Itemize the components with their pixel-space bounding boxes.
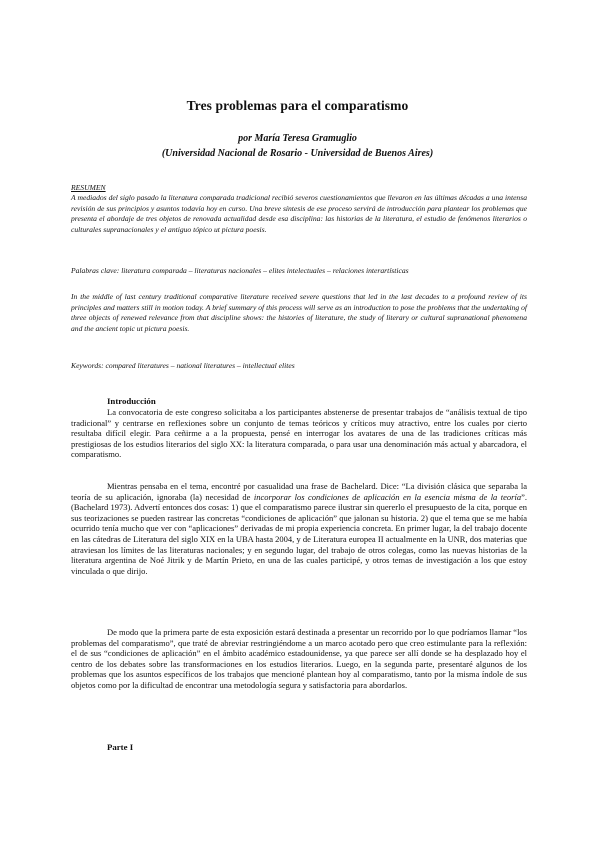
intro-paragraph-2-text-a: Mientras pensaba en el tema, encontré por casualidad una frase de Bachelard. Dice: “La división clásica que separaba la teoría de su aplicación, ignoraba (la) necesidad de	[71, 481, 527, 502]
intro-paragraph-3: De modo que la primera parte de esta exposición estará destinada a presentar un recorrido por lo que podríamos llamar “los problemas del comparatismo”, que traté de abreviar restringiéndome a un marco acotado pero que creo estimulante para la reflexión: el de sus “condiciones de aplicación” en el ámbito académico estadounidense, ya que parece ser allí donde se ha desplazado hoy el centro de los debates sobre las transformaciones en los estudios literarios. Luego, en la segunda parte, presentaré algunos de los problemas que los asuntos específicos de los trabajos que mencioné plantean hoy al comparatismo, tanto por la misma índole de sus objetos como por la dificultad de encontrar una metodología segura y satisfactoria para abordarlos.	[71, 627, 527, 690]
intro-paragraph-2-italic: incorporar los condiciones de aplicación en la esencia misma de la teoría	[253, 491, 522, 502]
intro-paragraph-2-text-b: ”. (Bachelard 1973). Advertí entonces dos cosas: 1) que el comparatismo parece ilustrar sin quererlo el presupuesto de la cita, porque en sus teorizaciones se pueden rastrear las concretas “condiciones de aplicación” que jalonan su historia. 2) que el tema que se me había ocurrido tenía mucho que ver con “aplicaciones” derivadas de mi propia experiencia concreta. En primer lugar, la del trabajo docente en las cátedras de Literatura del siglo XIX en la UBA hasta 2004, y de Literatura europea II actualmente en la UNR, dos materias que atraviesan los límites de las literaturas nacionales; y en segundo lugar, del trabajo de otros colegas, como las nuevas historias de la literatura argentina de Noé Jitrik y de Martín Prieto, en una de las cuales participé, y otros temas de investigación a los que estoy vinculada o que dirijo.	[71, 491, 527, 576]
keywords-english: Keywords: compared literatures – national literatures – intellectual elites	[71, 361, 295, 370]
section-heading-introduccion: Introducción	[107, 396, 156, 406]
abstract-english: In the middle of last century traditional comparative literature received severe questions that led in the last decades to a profound review of its principles and matters still in motion today. A brief summary of this process will serve as an introduction to pose the problems that the undertaking of three objects of renewed relevance from that discipline shows: the histories of literature, the study of literary or cultural supranational phenomena and the ancient topic ut pictura poesis.	[71, 292, 527, 333]
affiliation-line: (Universidad Nacional de Rosario - Universidad de Buenos Aires)	[161, 148, 434, 159]
intro-paragraph-2	[71, 481, 527, 576]
paper-title: Tres problemas para el comparatismo	[186, 98, 409, 113]
section-heading-parte-1: Parte I	[107, 742, 134, 752]
keywords-spanish: Palabras clave: literatura comparada – literaturas nacionales – elites intelectuales – relaciones interartísticas	[71, 266, 409, 275]
author-line: por María Teresa Gramuglio	[238, 133, 357, 144]
intro-paragraph-1: La convocatoria de este congreso solicitaba a los participantes abstenerse de presentar trabajos de “análisis textual de tipo tradicional” y centrarse en reflexiones sobre un conjunto de temas teóricos y críticos muy atractivo, entre los cuales por cierto resultaba difícil elegir. Para ceñirme a a la propuesta, pensé en interrogar los avatares de una de las tradiciones críticas más prestigiosas de los estudios literarios del siglo XX: la literatura comparada, o para usar una denominación más actual y abarcadora, el comparatismo.	[71, 407, 527, 460]
abstract-heading: RESUMEN	[71, 183, 106, 192]
abstract-spanish: A mediados del siglo pasado la literatura comparada tradicional recibió severos cuestionamientos que llevaron en las últimas décadas a una intensa revisión de sus principios y asuntos todavía hoy en curso. Una breve síntesis de ese proceso servirá de introducción para plantear los problemas que presenta el abordaje de tres objetos de renovada actualidad desde esa disciplina: las historias de la literatura, el estudio de fenómenos literarios o culturales supranacionales y el antiguo tópico ut pictura poesis.	[71, 193, 527, 234]
